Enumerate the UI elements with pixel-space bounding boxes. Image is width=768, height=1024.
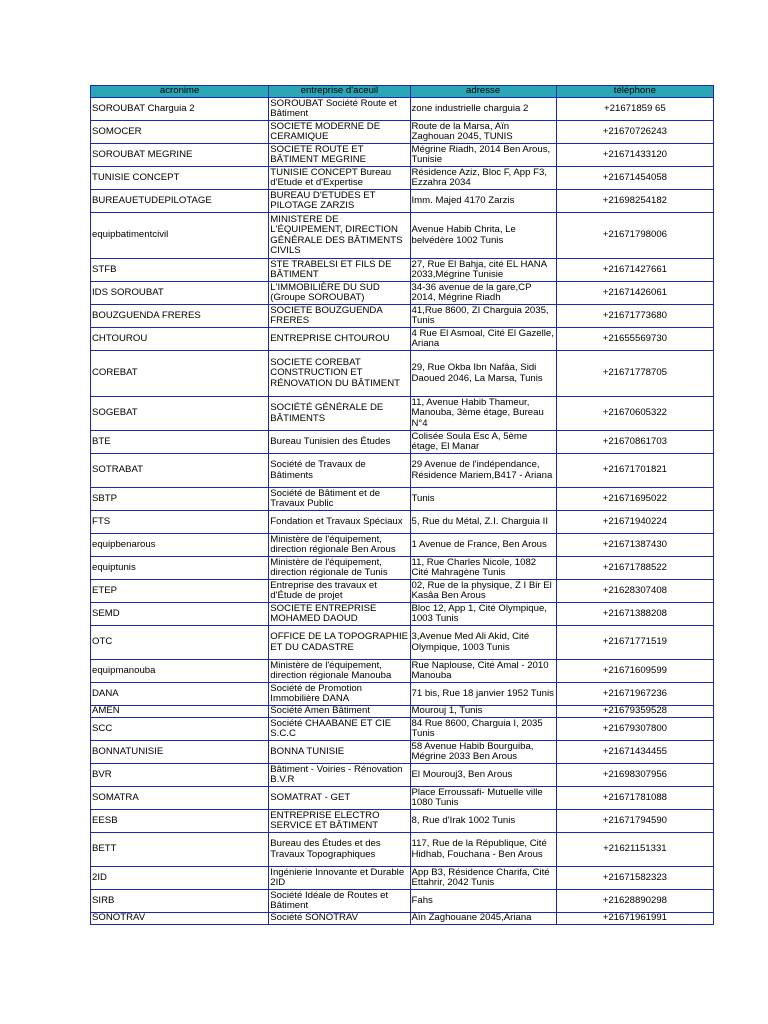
cell-adresse: 84 Rue 8600, Charguia I, 2035 Tunis <box>410 718 556 741</box>
cell-acronime: IDS SOROUBAT <box>91 282 269 305</box>
cell-adresse: App B3, Résidence Charifa, Cité Ettahrir, 2042 Tunis <box>410 867 556 890</box>
companies-table <box>90 85 714 925</box>
cell-acronime: equiptunis <box>91 557 269 580</box>
cell-entreprise: Société Idéale de Routes et Bâtiment <box>269 890 410 913</box>
table-row <box>91 511 714 534</box>
cell-adresse: 02, Rue de la physique, Z I Bir El Kasâa Ben Arous <box>410 580 556 603</box>
cell-telephone: +21671454058 <box>556 167 713 190</box>
cell-adresse: El Mourouj3, Ben Arous <box>410 764 556 787</box>
cell-adresse: 11, Avenue Habib Thameur, Manouba, 3ème étage, Bureau N°4 <box>410 397 556 431</box>
cell-entreprise: Société de Bâtiment et de Travaux Public <box>269 488 410 511</box>
cell-telephone: +21671426061 <box>556 282 713 305</box>
cell-acronime: STFB <box>91 259 269 282</box>
table-row <box>91 259 714 282</box>
header-entreprise: entreprise d'aceuil <box>269 86 410 98</box>
cell-telephone: +21671788522 <box>556 557 713 580</box>
cell-entreprise: ENTREPRISE CHTOUROU <box>269 328 410 351</box>
cell-adresse: Aïn Zaghouane 2045,Ariana <box>410 913 556 925</box>
cell-adresse: 5, Rue du Métal, Z.I. Charguia II <box>410 511 556 534</box>
cell-telephone: +21671609599 <box>556 660 713 683</box>
table-row <box>91 660 714 683</box>
table-row <box>91 683 714 706</box>
header-adresse: adresse <box>410 86 556 98</box>
cell-adresse: Bloc 12, App 1, Cité Olympique, 1003 Tunis <box>410 603 556 626</box>
table-row <box>91 764 714 787</box>
cell-entreprise: Société CHAABANE ET CIE S.C.C <box>269 718 410 741</box>
cell-telephone: +21671940224 <box>556 511 713 534</box>
table-row <box>91 603 714 626</box>
cell-acronime: equipmanouba <box>91 660 269 683</box>
cell-telephone: +21671695022 <box>556 488 713 511</box>
cell-acronime: equipbenarous <box>91 534 269 557</box>
cell-entreprise: ENTREPRISE ELECTRO SERVICE ET BÂTIMENT <box>269 810 410 833</box>
table-row <box>91 718 714 741</box>
table-row <box>91 431 714 454</box>
cell-telephone: +21671701821 <box>556 454 713 488</box>
cell-entreprise: SOCIETE COREBAT CONSTRUCTION ET RÉNOVATION DU BÂTIMENT <box>269 351 410 397</box>
table-row <box>91 534 714 557</box>
cell-telephone: +21671582323 <box>556 867 713 890</box>
cell-acronime: equipbatimentcivil <box>91 213 269 259</box>
cell-acronime: SOROUBAT MEGRINE <box>91 144 269 167</box>
cell-telephone: +21671967236 <box>556 683 713 706</box>
cell-adresse: 1 Avenue de France, Ben Arous <box>410 534 556 557</box>
cell-entreprise: Bâtiment - Voiries - Rénovation B.V.R <box>269 764 410 787</box>
cell-telephone: +21628307408 <box>556 580 713 603</box>
cell-telephone: +21679359528 <box>556 706 713 718</box>
cell-telephone: +21671433120 <box>556 144 713 167</box>
cell-entreprise: OFFICE DE LA TOPOGRAPHIE ET DU CADASTRE <box>269 626 410 660</box>
cell-telephone: +21679307800 <box>556 718 713 741</box>
table-row <box>91 190 714 213</box>
cell-entreprise: TUNISIE CONCEPT Bureau d'Etude et d'Expertise <box>269 167 410 190</box>
cell-telephone: +21671771519 <box>556 626 713 660</box>
cell-adresse: Résidence Aziz, Bloc F, App F3, Ezzahra 2034 <box>410 167 556 190</box>
cell-acronime: SOROUBAT Charguia 2 <box>91 98 269 121</box>
cell-telephone: +21698307956 <box>556 764 713 787</box>
cell-adresse: Avenue Habib Chrita, Le belvédère 1002 Tunis <box>410 213 556 259</box>
cell-acronime: BONNATUNISIE <box>91 741 269 764</box>
cell-acronime: COREBAT <box>91 351 269 397</box>
table-row <box>91 282 714 305</box>
cell-entreprise: Ministère de l'équipement, direction régionale Manouba <box>269 660 410 683</box>
table-row <box>91 98 714 121</box>
cell-telephone: +21671961991 <box>556 913 713 925</box>
cell-adresse: Mégrine Riadh, 2014 Ben Arous, Tunisie <box>410 144 556 167</box>
cell-acronime: ETEP <box>91 580 269 603</box>
table-row <box>91 144 714 167</box>
cell-acronime: BOUZGUENDA FRERES <box>91 305 269 328</box>
cell-entreprise: SOCIETE ENTREPRISE MOHAMED DAOUD <box>269 603 410 626</box>
cell-telephone: +21671798006 <box>556 213 713 259</box>
cell-telephone: +21670605322 <box>556 397 713 431</box>
cell-entreprise: Société Amen Bâtiment <box>269 706 410 718</box>
table-row <box>91 626 714 660</box>
table-row <box>91 913 714 925</box>
table-row <box>91 121 714 144</box>
table-row <box>91 305 714 328</box>
table-row <box>91 706 714 718</box>
cell-acronime: SBTP <box>91 488 269 511</box>
cell-acronime: BETT <box>91 833 269 867</box>
table-row <box>91 833 714 867</box>
cell-acronime: AMEN <box>91 706 269 718</box>
cell-acronime: DANA <box>91 683 269 706</box>
cell-acronime: SEMD <box>91 603 269 626</box>
cell-telephone: +21655569730 <box>556 328 713 351</box>
cell-telephone: +21671773680 <box>556 305 713 328</box>
cell-acronime: SOMATRA <box>91 787 269 810</box>
cell-adresse: Rue Naplouse, Cité Amal - 2010 Manouba <box>410 660 556 683</box>
cell-adresse: 29, Rue Okba Ibn Nafâa, Sidi Daoued 2046, La Marsa, Tunis <box>410 351 556 397</box>
cell-telephone: +21671434455 <box>556 741 713 764</box>
cell-entreprise: BONNA TUNISIE <box>269 741 410 764</box>
cell-acronime: SCC <box>91 718 269 741</box>
cell-entreprise: Ministère de l'équipement, direction régionale Ben Arous <box>269 534 410 557</box>
cell-entreprise: SOMATRAT - GET <box>269 787 410 810</box>
table-row <box>91 454 714 488</box>
table-row <box>91 787 714 810</box>
cell-entreprise: Fondation et Travaux Spéciaux <box>269 511 410 534</box>
table-row <box>91 397 714 431</box>
table-row <box>91 488 714 511</box>
cell-telephone: +21671427661 <box>556 259 713 282</box>
cell-adresse: 41,Rue 8600, ZI Charguia 2035, Tunis <box>410 305 556 328</box>
table-row <box>91 557 714 580</box>
cell-telephone: +21628890298 <box>556 890 713 913</box>
cell-entreprise: SOCIETE BOUZGUENDA FRERES <box>269 305 410 328</box>
cell-entreprise: Bureau Tunisien des Études <box>269 431 410 454</box>
table-row <box>91 328 714 351</box>
cell-adresse: 58 Avenue Habib Bourguiba, Mégrine 2033 Ben Arous <box>410 741 556 764</box>
cell-entreprise: STE TRABELSI ET FILS DE BÂTIMENT <box>269 259 410 282</box>
cell-adresse: 71 bis, Rue 18 janvier 1952 Tunis <box>410 683 556 706</box>
table-row <box>91 167 714 190</box>
cell-entreprise: SOCIETE ROUTE ET BÂTIMENT MEGRINE <box>269 144 410 167</box>
table-row <box>91 810 714 833</box>
cell-acronime: SONOTRAV <box>91 913 269 925</box>
cell-telephone: +21671794590 <box>556 810 713 833</box>
cell-acronime: BUREAUETUDEPILOTAGE <box>91 190 269 213</box>
cell-adresse: Fahs <box>410 890 556 913</box>
cell-telephone: +21621151331 <box>556 833 713 867</box>
table-row <box>91 351 714 397</box>
cell-entreprise: BUREAU D'ETUDES ET PILOTAGE ZARZIS <box>269 190 410 213</box>
cell-adresse: Colisée Soula Esc A, 5ème étage, El Manar <box>410 431 556 454</box>
table-row <box>91 867 714 890</box>
cell-acronime: TUNISIE CONCEPT <box>91 167 269 190</box>
cell-adresse: Route de la Marsa, Aïn Zaghouan 2045, TUNIS <box>410 121 556 144</box>
table-row <box>91 580 714 603</box>
cell-telephone: +21671781088 <box>556 787 713 810</box>
cell-entreprise: Entreprise des travaux et d'Étude de projet <box>269 580 410 603</box>
cell-entreprise: L'IMMOBILIÈRE DU SUD (Groupe SOROUBAT) <box>269 282 410 305</box>
cell-adresse: Tunis <box>410 488 556 511</box>
cell-adresse: 34-36 avenue de la gare,CP 2014, Mégrine Riadh <box>410 282 556 305</box>
cell-acronime: 2ID <box>91 867 269 890</box>
cell-telephone: +21670726243 <box>556 121 713 144</box>
cell-acronime: SIRB <box>91 890 269 913</box>
cell-acronime: BTE <box>91 431 269 454</box>
cell-acronime: SOMOCER <box>91 121 269 144</box>
table-row <box>91 890 714 913</box>
cell-entreprise: MINISTERE DE L'ÉQUIPEMENT, DIRECTION GÉNÉRALE DES BÂTIMENTS CIVILS <box>269 213 410 259</box>
table-row <box>91 213 714 259</box>
cell-acronime: EESB <box>91 810 269 833</box>
cell-entreprise: Ingénierie Innovante et Durable 2ID <box>269 867 410 890</box>
cell-acronime: CHTOUROU <box>91 328 269 351</box>
cell-entreprise: Société SONOTRAV <box>269 913 410 925</box>
cell-acronime: SOGEBAT <box>91 397 269 431</box>
cell-telephone: +21671859 65 <box>556 98 713 121</box>
cell-entreprise: Ministère de l'équipement, direction régionale de Tunis <box>269 557 410 580</box>
cell-adresse: 8, Rue d'Irak 1002 Tunis <box>410 810 556 833</box>
header-acronime: acronime <box>91 86 269 98</box>
cell-telephone: +21671388208 <box>556 603 713 626</box>
table-body <box>91 98 714 925</box>
cell-adresse: Imm. Majed 4170 Zarzis <box>410 190 556 213</box>
cell-acronime: BVR <box>91 764 269 787</box>
header-row <box>91 86 714 98</box>
cell-adresse: 29 Avenue de l'indépendance, Résidence Mariem,B417 - Ariana <box>410 454 556 488</box>
cell-telephone: +21671387430 <box>556 534 713 557</box>
cell-adresse: 3,Avenue Med Ali Akid, Cité Olympique, 1003 Tunis <box>410 626 556 660</box>
cell-adresse: Place Erroussafi- Mutuelle ville 1080 Tunis <box>410 787 556 810</box>
cell-acronime: FTS <box>91 511 269 534</box>
cell-adresse: 11, Rue Charles Nicole, 1082 Cité Mahragène Tunis <box>410 557 556 580</box>
table-row <box>91 741 714 764</box>
cell-adresse: zone industrielle charguia 2 <box>410 98 556 121</box>
cell-telephone: +21698254182 <box>556 190 713 213</box>
cell-entreprise: SOCIETE MODERNE DE CERAMIQUE <box>269 121 410 144</box>
cell-entreprise: Société de Travaux de Bâtiments <box>269 454 410 488</box>
cell-adresse: Mourouj 1, Tunis <box>410 706 556 718</box>
header-telephone: téléphone <box>556 86 713 98</box>
cell-entreprise: Société de Promotion Immobilière DANA <box>269 683 410 706</box>
cell-acronime: OTC <box>91 626 269 660</box>
cell-entreprise: Bureau des Études et des Travaux Topographiques <box>269 833 410 867</box>
cell-entreprise: SOCIÉTÉ GÉNÉRALE DE BÂTIMENTS <box>269 397 410 431</box>
cell-telephone: +21671778705 <box>556 351 713 397</box>
cell-acronime: SOTRABAT <box>91 454 269 488</box>
cell-telephone: +21670861703 <box>556 431 713 454</box>
cell-adresse: 4 Rue El Asmoal, Cité El Gazelle, Ariana <box>410 328 556 351</box>
cell-adresse: 27, Rue El Bahja, cité EL HANA 2033,Mégrine Tunisie <box>410 259 556 282</box>
cell-adresse: 117, Rue de la République, Cité Hidhab, Fouchana - Ben Arous <box>410 833 556 867</box>
cell-entreprise: SOROUBAT Société Route et Bâtiment <box>269 98 410 121</box>
